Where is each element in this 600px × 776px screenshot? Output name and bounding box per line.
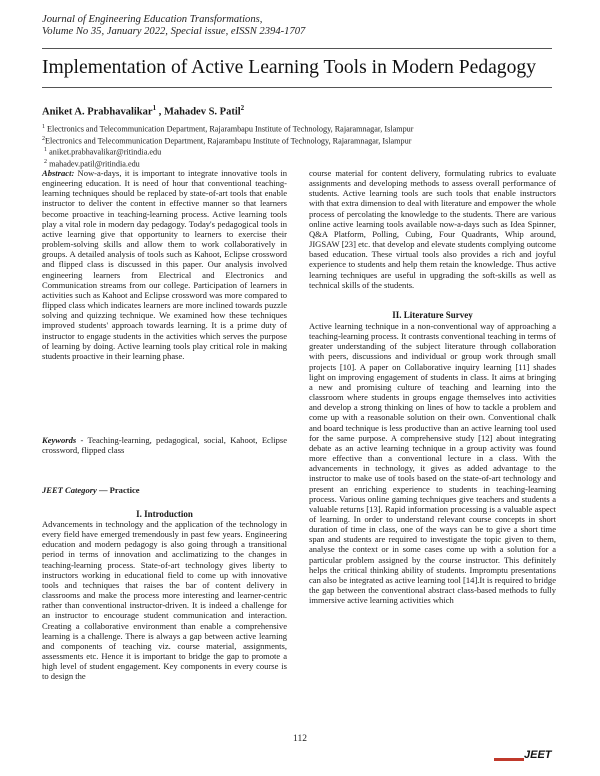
continuation-paragraph: course material for content delivery, formulating rubrics to evaluate assignments and developing methods to assess overall performance of students. Active learning tools are such tools that enable instructors with that extra dimension to deal with literature and empower the whole process of percolating the knowledge to the students. There are various online active learning tools available now-a-days such as Idea Spinner, Q&A Platform, Polling, Cubing, Four Quadrants, Whip around, JIGSAW [23] etc. that develop and elevate students complying outcome based education. These virtual tools also provides a rich and joyful experience to students and help them retain the knowledge. Thus active learning techniques are useful in upgrading the soft-skills as well as technical skills of the students. [309,168,556,290]
email-1-sup: 1 [44,147,48,154]
affiliation-2-sup: 2 [42,135,45,142]
abstract-label: Abstract: [42,168,75,178]
affiliation-2-text: Electronics and Telecommunication Department, Rajarambapu Institute of Technology, Rajaramnagar, Islampur [45,136,412,146]
jeet-logo: JEET [524,749,552,761]
abstract-text: Now-a-days, it is important to integrate innovative tools in engineering education. It is need of hour that conventional teaching-learning techniques should be replaced by state-of-art tools that enable instructor to deliver the content in effective manner so that learners become proactive in teaching-learning process. Active learning tools play a vital role in modern day pedagogy. Today's pedagogical tools in active learning give that opportunity to learners to exercise their problem-solving skills and allow them to work collaboratively in groups. A detailed analysis of tools such as Kahoot, Eclipse crossword and flipped class is discussed in this paper. Our analysis involved engineering learners from Electrical and Electronics and Communication streams from our college. Participation of learners in activities such as Kahoot and Eclipse crossword was more compared to flipped class which indicates learners are more inclined towards puzzle solving and quizzing technique. We examined how these techniques improved students' approach towards learning. It is a prime duty of instructor to engage students in the activities which serves the purpose of learning by doing. Active learning tools play critical role in making students proactive in their learning phase. [42,168,287,361]
section-heading-introduction: I. Introduction [136,509,193,519]
email-2-sup: 2 [44,158,48,165]
keywords-text: - Teaching-learning, pedagogical, social, Kahoot, Eclipse crossword, flipped class [42,435,287,456]
author-1-sup: 1 [152,104,157,112]
header-rule-bottom [42,87,552,88]
author-2-sup: 2 [240,104,245,112]
journal-header [42,14,305,39]
section-heading-literature-survey: II. Literature Survey [392,310,473,320]
page-number: 112 [293,734,307,744]
literature-survey-text [309,321,556,605]
paper-title: Implementation of Active Learning Tools in Modern Pedagogy [42,57,536,78]
keywords [42,435,287,455]
logo-accent-bar [494,758,524,761]
right-column-continuation [309,168,556,290]
jeet-category [42,485,287,495]
keywords-label: Keywords [42,435,77,445]
introduction-paragraph: Advancements in technology and the application of the technology in every field have emerged tremendously in past few years. Engineering education and modern pedagogy is also going through a transitional period in terms of innovation and acclimatizing to the changes in teaching-learning process. State-of-art technology gives liberty to instructors working in educational field to come up with innovative tools and techniques that raises the bar of content delivery in classrooms and make the process more interesting and learner-centric rather than conventional instructor-driven. It is indeed a challenge for an instructor to encourage student communication and interaction. Creating a collaborative environment than enable a comprehensive learning is a challenge. There is always a gap between active learning and components of teaching viz. course material, assignments, assessments etc. Hence it is important to bridge the gap to promote a high level of student engagement. Key components in every course is to design the [42,519,287,682]
journal-volume: Volume No 35, January 2022, Special issue, eISSN 2394-1707 [42,26,306,38]
literature-paragraph: Active learning technique in a non-conventional way of approaching a teaching-learning process. It contrasts conventional teaching in terms of greater understanding of the subject literature through collaboration with peers, discussions and individual or group work through small projects [10]. A paper on Collaborative inquiry learning [11] shades light on improving engagement of students in class. It aims at bringing a new and promising culture of teaching and learning into the classroom where students in groups engage themselves into activities and develop a strong thinking on lines of how to tackle a problem and come up with a reasonable solution on their own. Conventional chalk and board technique is less productive than an active learning tool used for the same purpose. A comprehensive study [12] about integrating debate as an active learning technique in a group activity was found more effective than a conventional lecture in a class. With the advancements in technology, it gives as added advantage to the instructor to make use of tools based on the state-of-art technology and present an enriching experience to students in teaching-learning process. Various online gaming techniques give teachers and students a valuable returns [13]. Rapid information processing is a valuable aspect of learning. In order to understand relevant course concepts in short duration of time in class, one of the ways can be to give a short time span and students are required to investigate the topic given to them, analyse the context or in some cases come up with a solution for a particular problem assigned by the course instructor. This definitely helps the critical thinking ability of students. Impromptu presentations can also be integrated as active learning tool [14].It is required to bridge the gap between the conventional abstract class-based methods to fully immersive active learning activities which [309,321,556,606]
email-1 [42,146,562,158]
introduction-text [42,519,287,682]
abstract [42,168,287,361]
journal-name: Journal of Engineering Education Transformations, [42,14,263,25]
author-separator: , [156,106,164,118]
author-2: Mahadev S. Patil [163,106,241,118]
category-text: — Practice [96,485,140,495]
author-line [42,104,244,118]
email-2-text: mahadev.patil@ritindia.edu [49,159,140,169]
affiliation-2 [42,135,562,147]
header-rule-top [42,48,552,49]
author-1: Aniket A. Prabhavalikar [42,106,153,118]
email-1-text: aniket.prabhavalikar@ritindia.edu [49,148,162,158]
category-label: JEET Category [42,485,97,495]
affiliation-1-text: Electronics and Telecommunication Department, Rajarambapu Institute of Technology, Rajaramnagar, Islampur [47,124,414,134]
affiliations [42,123,562,170]
affiliation-1-sup: 1 [42,124,45,130]
affiliation-1 [42,123,562,135]
